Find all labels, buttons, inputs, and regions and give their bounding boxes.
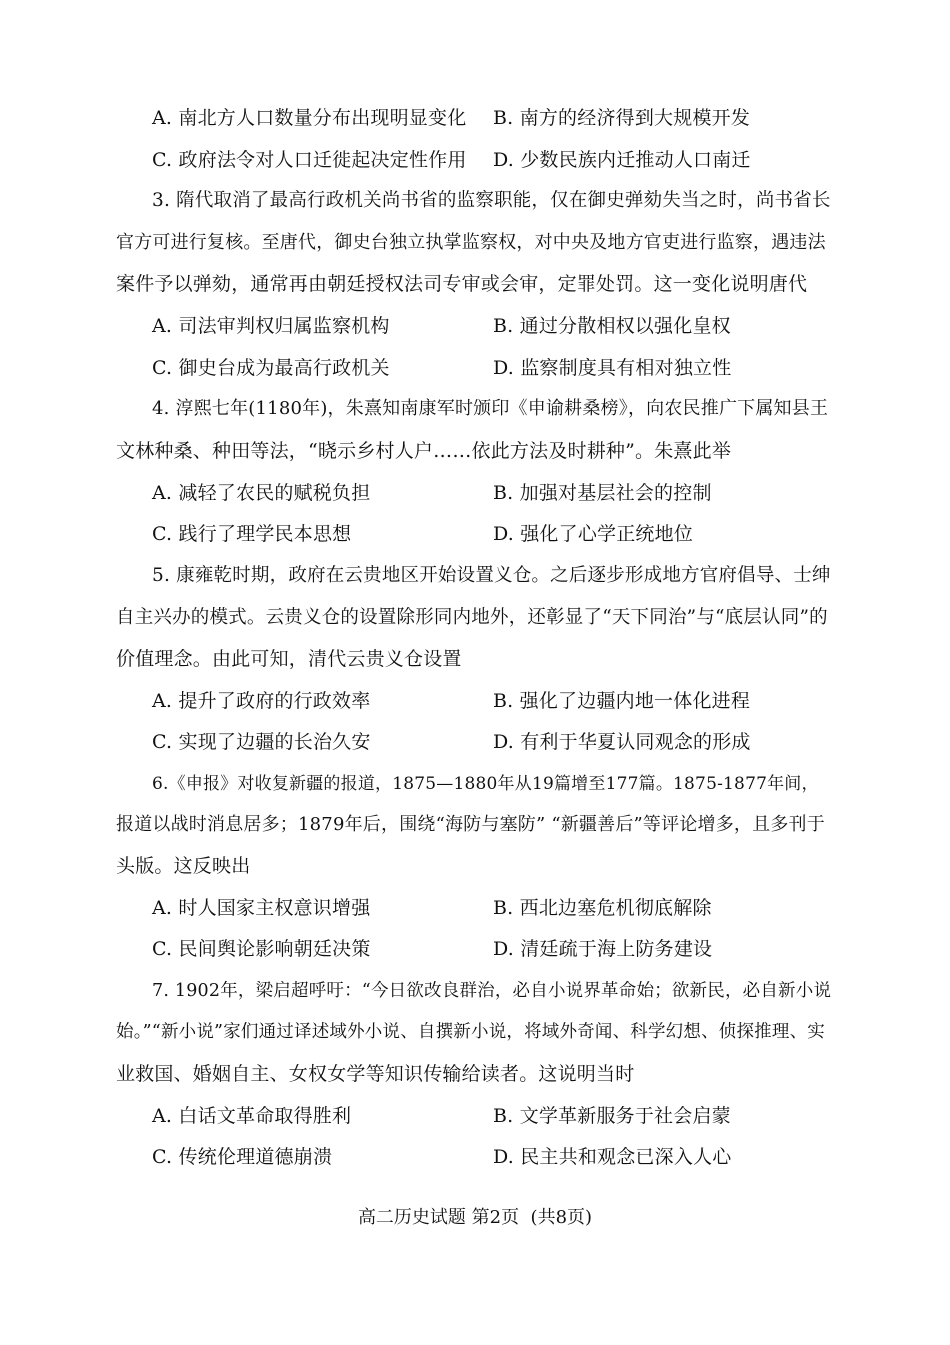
q4-option-b: B. 加强对基层社会的控制 xyxy=(493,482,712,504)
q5-stem-line-1: 5. 康雍乾时期，政府在云贵地区开始设置义仓。之后逐步形成地方官府倡导、士绅 xyxy=(152,565,831,586)
q7-stem-line-2: 始。”“新小说”家们通过译述域外小说、自撰新小说，将域外奇闻、科学幻想、侦探推理、实 xyxy=(116,1022,825,1042)
q4-option-c: C. 践行了理学民本思想 xyxy=(152,523,352,545)
q7-option-c: C. 传统伦理道德崩溃 xyxy=(152,1146,333,1168)
q2-option-b: B. 南方的经济得到大规模开发 xyxy=(493,107,751,129)
q2-option-d: D. 少数民族内迁推动人口南迁 xyxy=(493,149,751,171)
q3-stem-line-1: 3. 隋代取消了最高行政机关尚书省的监察职能，仅在御史弹劾失当之时，尚书省长 xyxy=(152,190,831,211)
q3-option-d: D. 监察制度具有相对独立性 xyxy=(493,357,732,379)
q7-option-d: D. 民主共和观念已深入人心 xyxy=(493,1146,732,1168)
q3-stem-line-3: 案件予以弹劾，通常再由朝廷授权法司专审或会审，定罪处罚。这一变化说明唐代 xyxy=(116,273,808,295)
q4-stem-line-2: 文林种桑、种田等法，“晓示乡村人户……依此方法及时耕种”。朱熹此举 xyxy=(116,440,732,462)
q3-option-b: B. 通过分散相权以强化皇权 xyxy=(493,315,731,337)
q6-stem-line-3: 头版。这反映出 xyxy=(116,855,251,877)
q7-stem-line-3: 业救国、婚姻自主、女权女学等知识传输给读者。这说明当时 xyxy=(116,1063,635,1085)
q7-stem-line-1: 7. 1902年，梁启超呼吁：“今日欲改良群治，必自小说界革命始；欲新民，必自新小说 xyxy=(152,981,832,1001)
q6-option-d: D. 清廷疏于海上防务建设 xyxy=(493,938,713,960)
q6-option-c: C. 民间舆论影响朝廷决策 xyxy=(152,938,371,960)
q3-option-c: C. 御史台成为最高行政机关 xyxy=(152,357,390,379)
q2-option-c: C. 政府法令对人口迁徙起决定性作用 xyxy=(152,149,467,171)
q7-option-b: B. 文学革新服务于社会启蒙 xyxy=(493,1105,731,1127)
q5-option-d: D. 有利于华夏认同观念的形成 xyxy=(493,731,751,753)
q3-option-a: A. 司法审判权归属监察机构 xyxy=(152,315,390,337)
q5-stem-line-2: 自主兴办的模式。云贵义仓的设置除形同内地外，还彰显了“天下同治”与“底层认同”的 xyxy=(116,607,828,628)
q3-stem-line-2: 官方可进行复核。至唐代，御史台独立执掌监察权，对中央及地方官吏进行监察，遇违法 xyxy=(116,232,826,253)
q4-stem-line-1: 4. 淳熙七年(1180年)，朱熹知南康军时颁印《申谕耕桑榜》，向农民推广下属知县王 xyxy=(152,398,829,419)
q4-option-d: D. 强化了心学正统地位 xyxy=(493,523,694,545)
q5-option-c: C. 实现了边疆的长治久安 xyxy=(152,731,371,753)
q6-option-b: B. 西北边塞危机彻底解除 xyxy=(493,897,712,919)
q5-option-b: B. 强化了边疆内地一体化进程 xyxy=(493,690,751,712)
q6-stem-line-2: 报道以战时消息居多；1879年后，围绕“海防与塞防” “新疆善后”等评论增多，且多刊于 xyxy=(116,814,825,835)
q7-option-a: A. 白话文革命取得胜利 xyxy=(152,1105,352,1127)
q2-option-a: A. 南北方人口数量分布出现明显变化 xyxy=(152,107,467,129)
q4-option-a: A. 减轻了农民的赋税负担 xyxy=(152,482,371,504)
q6-stem-line-1: 6.《申报》对收复新疆的报道，1875—1880年从19篇增至177篇。1875-1877年间， xyxy=(152,774,819,794)
page-footer: 高二历史试题 第2页 (共8页) xyxy=(357,1207,593,1228)
q5-stem-line-3: 价值理念。由此可知，清代云贵义仓设置 xyxy=(116,648,462,670)
q5-option-a: A. 提升了政府的行政效率 xyxy=(152,690,371,712)
q6-option-a: A. 时人国家主权意识增强 xyxy=(152,897,371,919)
